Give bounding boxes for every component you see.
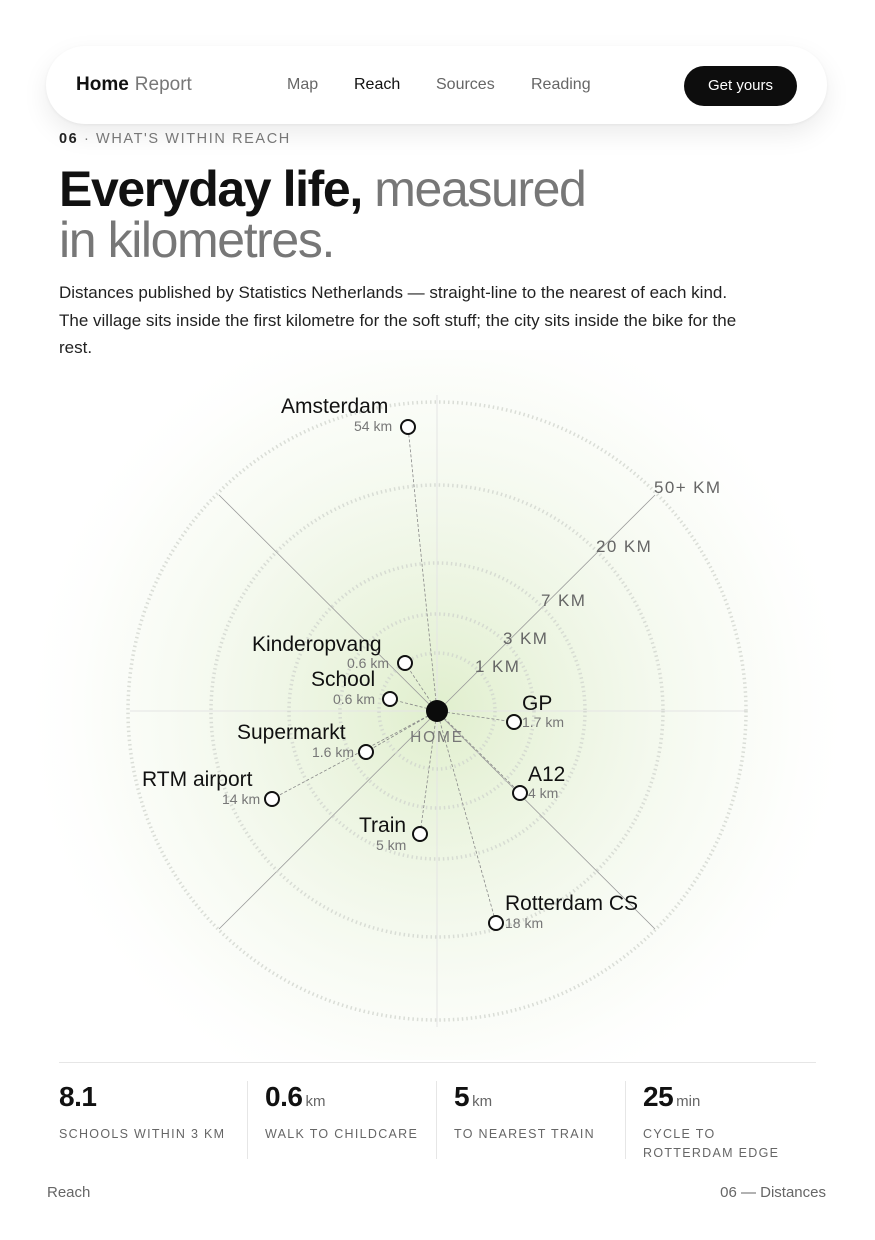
destination-distance: 14 km [222,791,261,807]
stat-label-line: ROTTERDAM EDGE [643,1146,780,1160]
nav-link-sources[interactable]: Sources [436,76,495,93]
destination-name: RTM airport [142,768,253,791]
ring-label-2: 3 KM [503,629,549,648]
home-dot [426,700,448,722]
reach-radial-chart [0,350,875,1060]
destination-distance: 0.6 km [347,655,390,671]
ring-label-1: 1 KM [475,657,521,676]
title-light-2: in kilometres. [59,212,334,268]
stat-label [59,1125,225,1144]
destination-distance: 5 km [376,837,407,853]
nav-link-reach[interactable]: Reach [354,76,401,93]
destination-marker [413,827,427,841]
stat-number: 5 [454,1081,470,1112]
destination-name: School [311,668,376,691]
ring-label-5: 50+ KM [654,478,722,497]
stat-value [265,1081,418,1113]
title-bold: Everyday life, [59,161,362,217]
stat-label-line: WALK TO CHILDCARE [265,1127,419,1141]
destination-name: Kinderopvang [252,633,382,656]
stat-train [436,1081,595,1159]
ring-label-4: 20 KM [596,537,653,556]
stat-unit: min [676,1093,701,1110]
section-eyebrow [59,131,291,147]
destination-marker [507,715,521,729]
stat-label-line: TO NEAREST TRAIN [454,1127,595,1141]
destination-distance: 4 km [528,785,559,801]
stat-value [59,1081,225,1113]
stat-value [454,1081,595,1113]
destination-distance: 18 km [505,915,544,931]
destination-distance: 54 km [354,418,393,434]
section-number: 06 [59,131,79,147]
stat-label [265,1125,418,1144]
stat-label-line: SCHOOLS WITHIN 3 KM [59,1127,226,1141]
home-label: HOME [410,729,464,746]
stats-row [59,1062,816,1160]
destination-marker [489,916,503,930]
top-nav [46,46,827,124]
brand-primary: Home [76,74,129,95]
footer-left: Reach [47,1184,91,1201]
ring-label-3: 7 KM [541,591,587,610]
section-separator: · [78,131,97,147]
stat-childcare [247,1081,418,1159]
destination-name: Rotterdam CS [505,892,639,915]
stat-unit: km [305,1093,326,1110]
stat-cycle [625,1081,779,1159]
destination-distance: 1.7 km [522,714,565,730]
brand-secondary: Report [134,74,192,95]
destination-marker [401,420,415,434]
footer-right: 06 — Distances [720,1184,826,1201]
destination-name: Amsterdam [281,395,389,418]
destination-name: GP [522,692,553,715]
stat-schools [59,1081,225,1159]
destination-name: A12 [528,763,566,786]
stat-label-line: CYCLE TO [643,1127,716,1141]
destination-distance: 1.6 km [312,744,355,760]
destination-marker [383,692,397,706]
stat-value [643,1081,779,1113]
stat-number: 0.6 [265,1081,303,1112]
title-light-1: measured [361,161,586,217]
destination-marker [513,786,527,800]
lede-paragraph: Distances published by Statistics Netherlands — straight-line to the nearest of each kind. The village sits inside the first kilometre for the soft stuff; the city sits inside the bike for the rest. [59,283,737,357]
destination-name: Supermarkt [237,721,346,744]
stat-number: 25 [643,1081,674,1112]
destination-marker [265,792,279,806]
stat-label [643,1125,779,1163]
destination-marker [359,745,373,759]
stat-unit: km [472,1093,493,1110]
get-yours-button[interactable]: Get yours [684,66,797,106]
nav-link-reading[interactable]: Reading [531,76,591,93]
page-title [59,161,586,268]
destination-distance: 0.6 km [333,691,376,707]
destination-name: Train [359,814,407,837]
destination-marker [398,656,412,670]
stat-number: 8.1 [59,1081,97,1112]
stat-label [454,1125,595,1144]
section-label: WHAT'S WITHIN REACH [96,131,291,147]
nav-link-map[interactable]: Map [287,76,319,93]
